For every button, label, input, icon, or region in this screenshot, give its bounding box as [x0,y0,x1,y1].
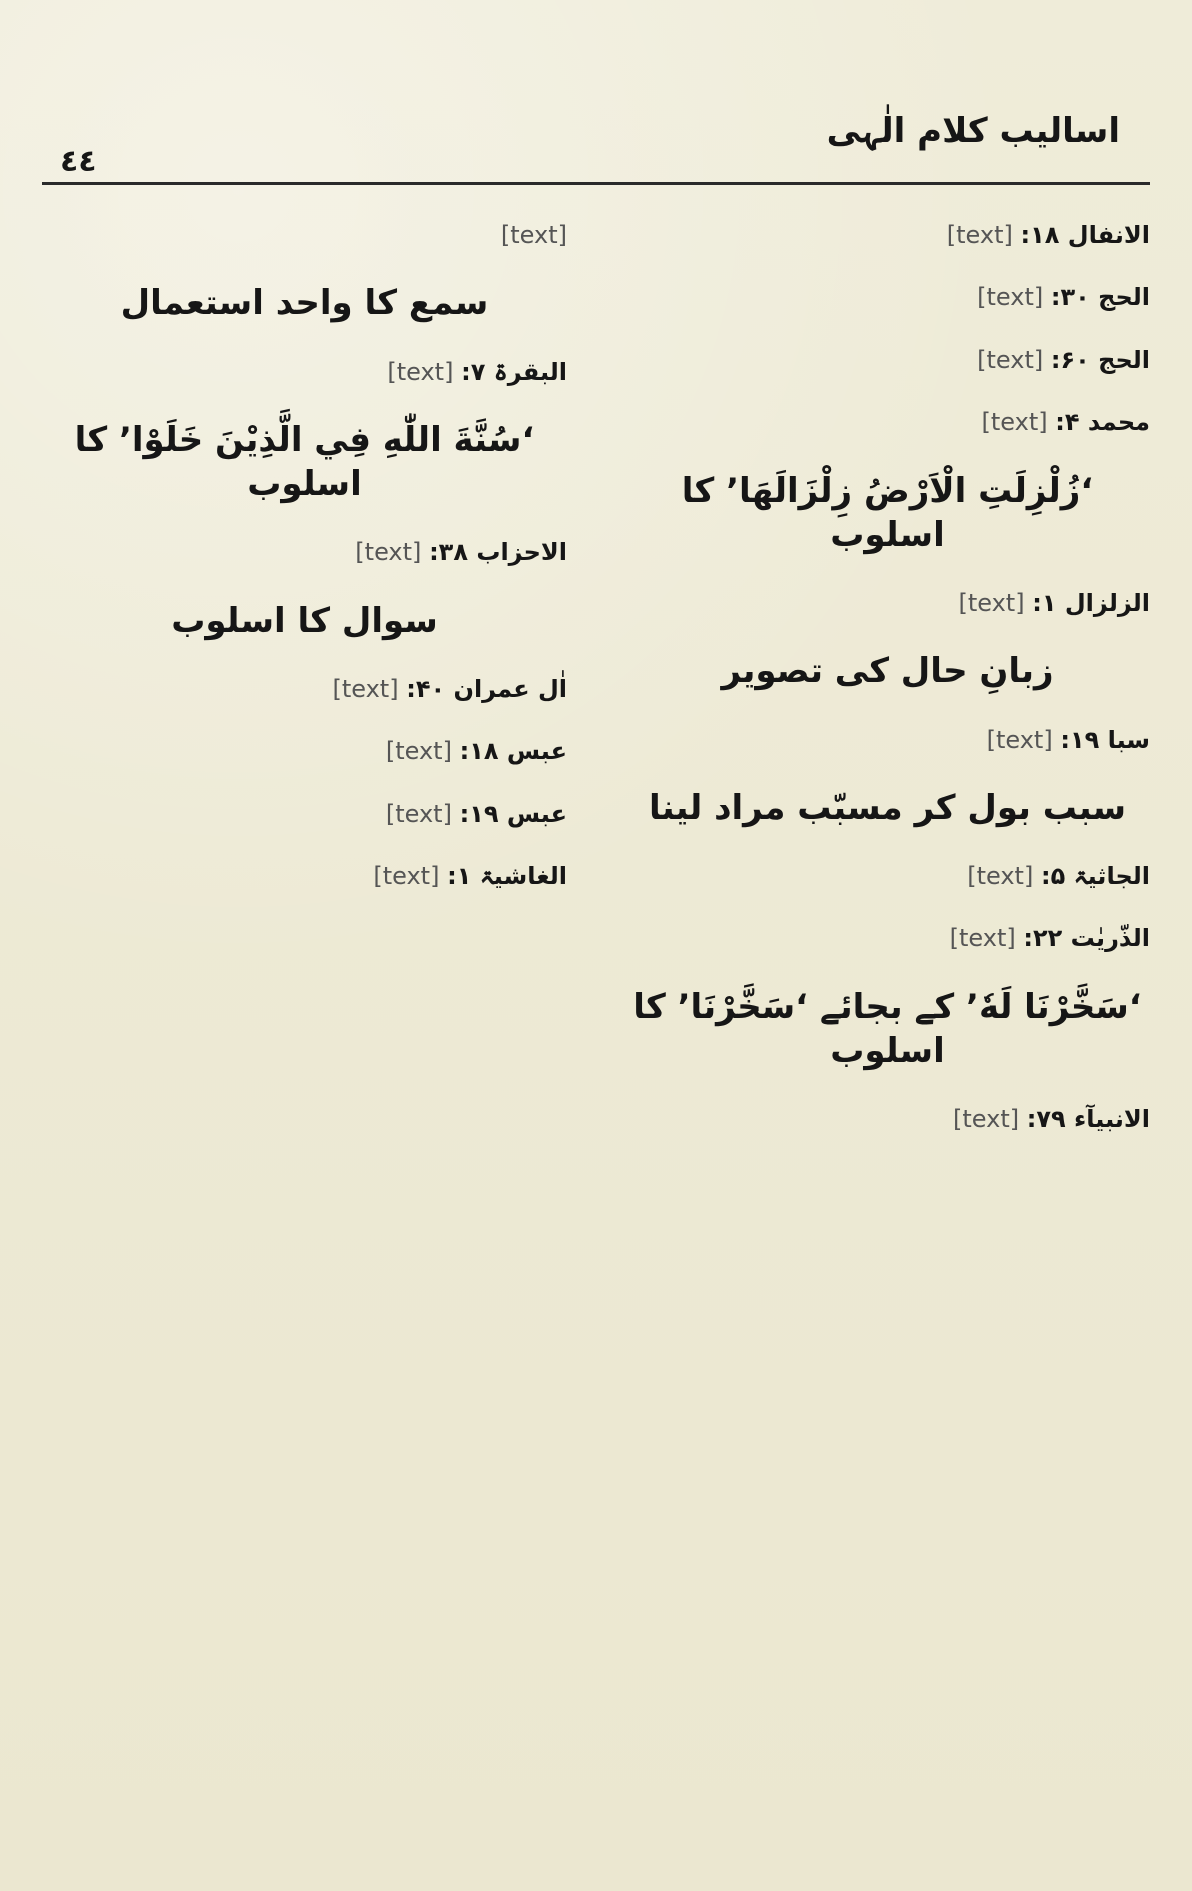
left-column [42,213,567,916]
verse-reference: عبس ۱۸: [459,737,567,766]
paragraph-text: [text] [986,725,1053,754]
two-column-body [42,213,1150,1160]
verse-reference: الاحزاب ۳۸: [429,538,567,567]
verse-reference: سبا ۱۹: [1060,725,1150,754]
paragraph [625,338,1150,382]
right-column [625,213,1150,1160]
paragraph-text: [text] [946,221,1013,249]
verse-reference: عبس ۱۹: [459,799,567,828]
paragraph-text: [text] [500,221,567,249]
paragraph-text: [text] [977,345,1044,374]
paragraph [625,213,1150,257]
verse-reference: اٰل عمران ۴۰: [406,674,567,703]
paragraph-text: [text] [355,538,422,567]
paragraph [42,350,567,394]
paragraph-text: [text] [967,862,1034,891]
section-heading: زبانِ حال کی تصویر [721,651,1054,692]
verse-reference: الزلزال ۱: [1032,588,1150,617]
paragraph [625,400,1150,444]
section-heading: سبب بول کر مسبّب مراد لینا [648,787,1127,828]
verse-reference: الحج ۶۰: [1050,345,1150,374]
page-header [42,110,1150,185]
paragraph [42,667,567,711]
verse-reference: الذّریٰت ۲۲: [1023,924,1150,953]
verse-reference: الغاشیۃ ۱: [447,862,567,891]
section-heading: سوال کا اسلوب [171,600,438,641]
paragraph-text: [text] [387,357,454,386]
section-heading: سمع کا واحد استعمال [120,283,489,324]
verse-reference: محمد ۴: [1055,408,1150,437]
paragraph-text: [text] [332,674,399,703]
verse-reference: الانبیآء ۷۹: [1026,1105,1150,1134]
verse-reference: البقرۃ ۷: [461,357,567,386]
paragraph [625,581,1150,625]
running-title: اسالیب کلام الٰہی [826,111,1120,151]
paragraph-text: [text] [952,1105,1020,1134]
verse-reference: الانفال ۱۸: [1020,221,1150,249]
paragraph-text: [text] [385,737,452,766]
page-number: ٤٤ [60,144,97,179]
section-heading: ‘زُلْزِلَتِ الْاَرْضُ زِلْزَالَهَا’ کا اسلوب [681,470,1094,555]
paragraph-text: [text] [958,588,1025,617]
paragraph [42,530,567,574]
paragraph [42,729,567,773]
paragraph-text: [text] [949,924,1016,953]
paragraph [42,792,567,836]
verse-reference: الجاثیۃ ۵: [1040,862,1150,891]
verse-reference: الحج ۳۰: [1050,283,1150,312]
section-heading: ‘سَخَّرْنَا لَهٗ’ کے بجائے ‘سَخَّرْنَا’ کا اسلوب [633,986,1142,1072]
paragraph [42,213,567,257]
paragraph-text: [text] [977,283,1044,312]
paragraph [625,854,1150,898]
paragraph [625,916,1150,960]
paragraph-text: [text] [373,862,440,891]
paragraph [625,1097,1150,1141]
paragraph-text: [text] [981,408,1048,437]
paragraph [625,718,1150,762]
paragraph [625,275,1150,319]
paragraph-text: [text] [385,799,452,828]
section-heading: ‘سُنَّةَ اللّٰهِ فِي الَّذِيْنَ خَلَوْا’ کا اسلوب [74,419,535,505]
paragraph [42,854,567,898]
